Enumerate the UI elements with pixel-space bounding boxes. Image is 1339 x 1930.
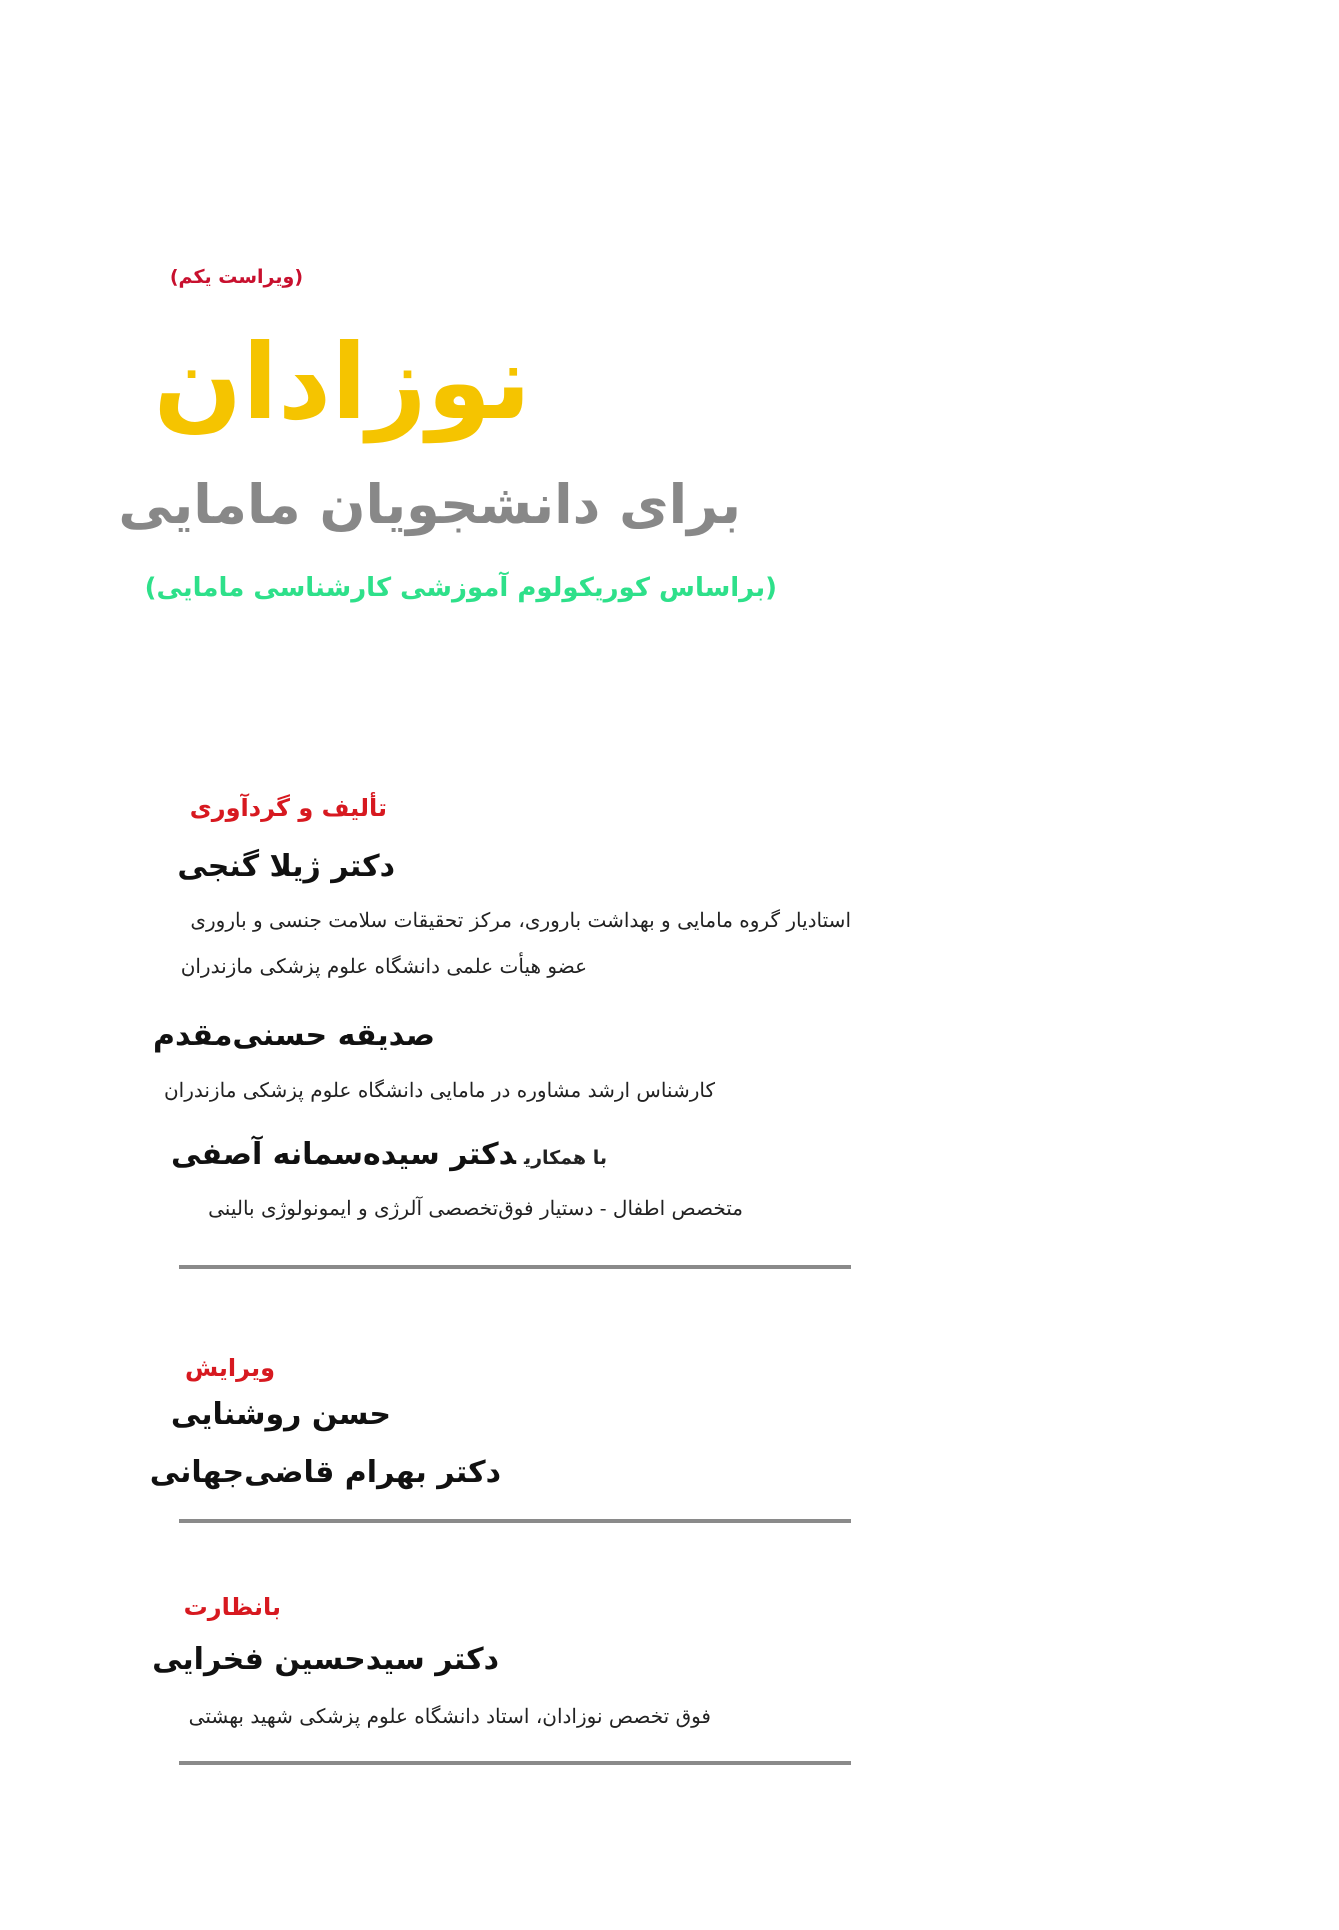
collaborator-label: با همکاری	[523, 1147, 607, 1169]
supervisor-name: دکتر سیدحسین فخرایی	[152, 1642, 499, 1677]
author-desc-1a: استادیار گروه مامایی و بهداشت باروری، مرکز تحقیقات سلامت جنسی و باروری	[190, 908, 851, 932]
author-name-2: صدیقه حسنی‌مقدم	[152, 1018, 435, 1053]
editor-name-1: حسن روشنایی	[170, 1397, 391, 1432]
divider-3	[179, 1761, 851, 1765]
author-desc-1b: عضو هیأت علمی دانشگاه علوم پزشکی مازندران	[180, 954, 587, 978]
authors-section-label: تألیف و گردآوری	[189, 794, 387, 822]
book-subtitle: برای دانشجویان مامایی	[118, 473, 741, 536]
divider-1	[179, 1265, 851, 1269]
editing-section-label: ویرایش	[184, 1354, 275, 1382]
collaborator-name: دکتر سیده‌سمانه آصفی	[171, 1137, 516, 1172]
collaborator-line	[171, 1137, 607, 1172]
author-desc-2: کارشناس ارشد مشاوره در مامایی دانشگاه علوم پزشکی مازندران	[163, 1078, 715, 1102]
supervisor-desc: فوق تخصص نوزادان، استاد دانشگاه علوم پزشکی شهید بهشتی	[188, 1704, 711, 1728]
author-name-1: دکتر ژیلا گنجی	[177, 849, 395, 884]
edition-label: (ویراست یکم)	[169, 266, 303, 288]
collaborator-desc: متخصص اطفال - دستیار فوق‌تخصصی آلرژی و ایمونولوژی بالینی	[208, 1196, 743, 1220]
book-title: نوزادان	[153, 321, 531, 443]
editor-name-2: دکتر بهرام قاضی‌جهانی	[149, 1455, 501, 1490]
divider-2	[179, 1519, 851, 1523]
supervision-section-label: بانظارت	[183, 1593, 281, 1621]
curriculum-basis: (براساس کوریکولوم آموزشی کارشناسی مامایی)	[144, 573, 777, 603]
